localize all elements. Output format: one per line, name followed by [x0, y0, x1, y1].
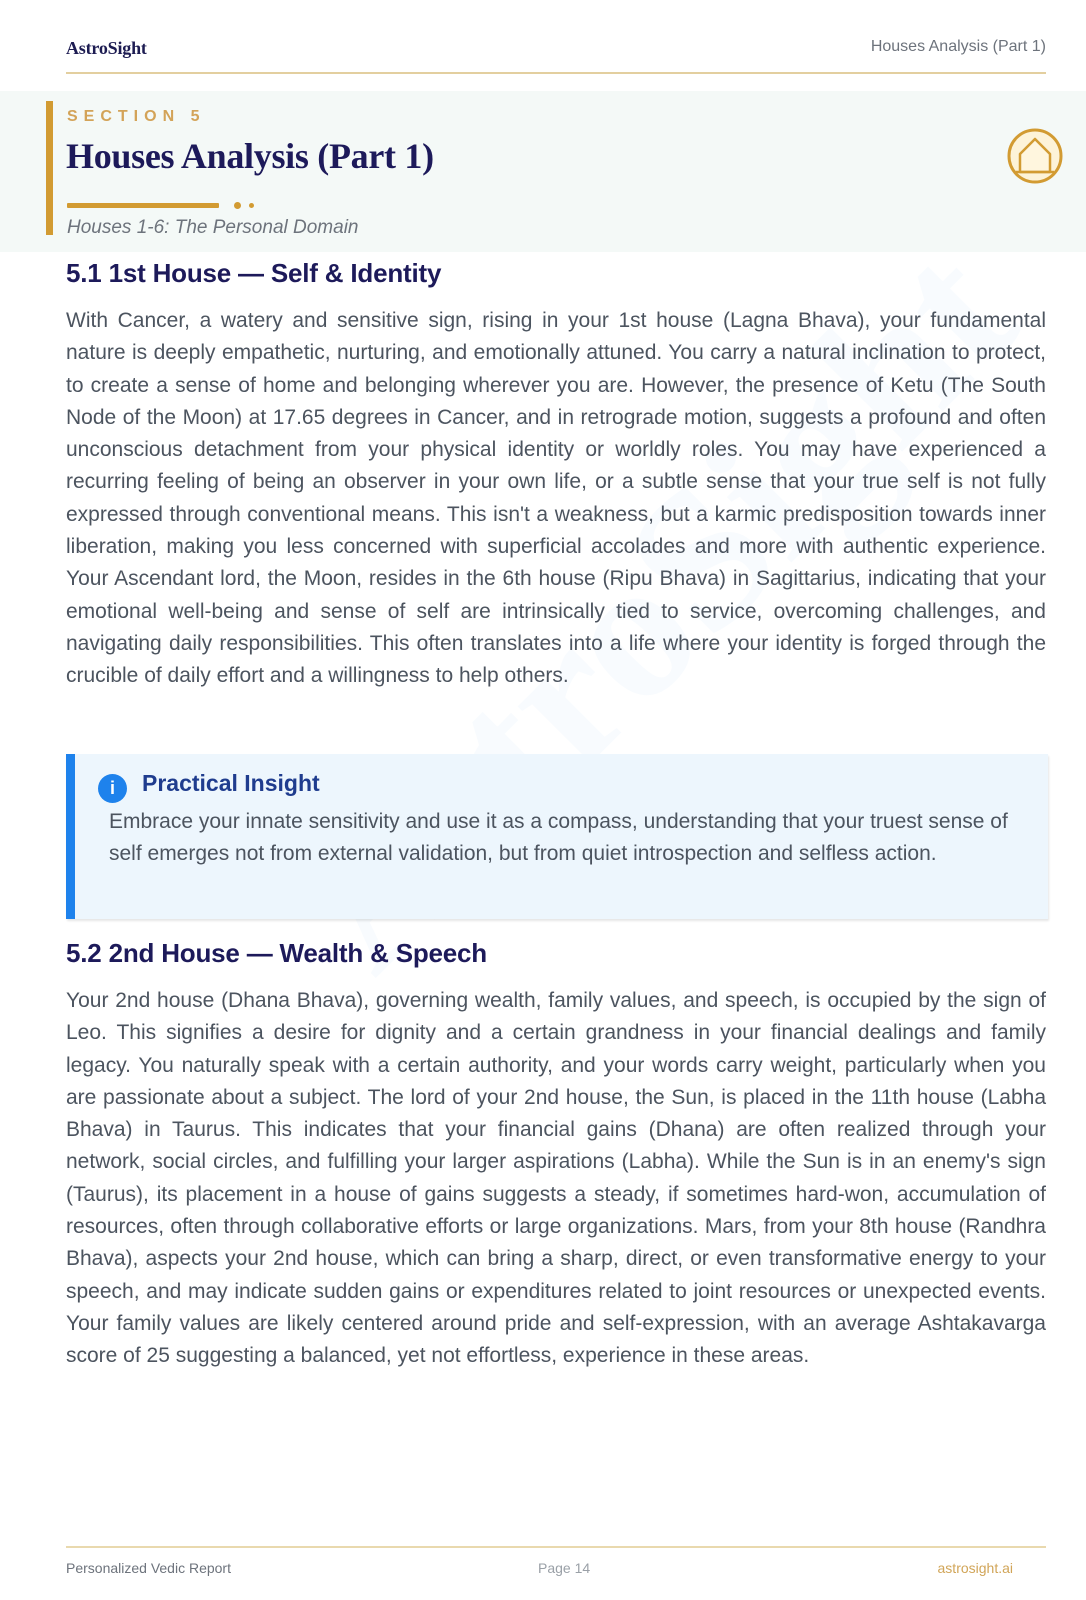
page-number: Page 14 [538, 1560, 591, 1576]
insight-title: Practical Insight [142, 770, 320, 796]
footer-site-link[interactable]: astrosight.ai [937, 1560, 1013, 1576]
page-footer [66, 1546, 1046, 1576]
section-label: SECTION 5 [67, 108, 206, 125]
section-heading-2nd-house: 5.2 2nd House — Wealth & Speech [66, 938, 487, 968]
hero-divider [67, 203, 219, 208]
section-body-2nd-house: Your 2nd house (Dhana Bhava), governing wealth, family values, and speech, is occupied by the sign of Leo. This signifies a desire for dignity and a certain grandness in your financial dealings and family legacy. You naturally speak with a certain authority, and your words carry weight, particularly when you are passionate about a subject. The lord of your 2nd house, the Sun, is placed in the 11th house (Labha Bhava) in Taurus. This indicates that your financial gains (Dhana) are often realized through your network, social circles, and fulfilling your larger aspirations (Labha). While the Sun is in an enemy's sign (Taurus), its placement in a house of gains suggests a steady, if sometimes hard-won, accumulation of resources, often through collaborative efforts or large organizations. Mars, from your 8th house (Randhra Bhava), aspects your 2nd house, which can bring a sharp, direct, or even transformative energy to your speech, and may indicate sudden gains or expenditures related to joint resources or unexpected events. Your family values are likely centered around pride and self-expression, with an average Ashtakavarga score of 25 suggesting a balanced, yet not effortless, experience in these areas. [66, 989, 1046, 1368]
running-title: Houses Analysis (Part 1) [870, 38, 1046, 55]
info-icon: i [98, 774, 127, 803]
section-body-1st-house: With Cancer, a watery and sensitive sign, rising in your 1st house (Lagna Bhava), your fundamental nature is deeply empathetic, nurturing, and emotionally attuned. You carry a natural inclination to protect, to create a sense of home and belonging wherever you are. However, the presence of Ketu (The South Node of the Moon) at 17.65 degrees in Cancer, and in retrograde motion, suggests a profound and often unconscious detachment from your physical identity or worldly roles. You may have experienced a recurring feeling of being an observer in your own life, or a subtle sense that your true self is not fully expressed through conventional means. This isn't a weakness, but a karmic predisposition towards inner liberation, making you less concerned with superficial accolades and more with authentic experience. Your Ascendant lord, the Moon, resides in the 6th house (Ripu Bhava) in Sagittarius, indicating that your emotional well-being and sense of self are intrinsically tied to service, overcoming challenges, and navigating daily responsibilities. This often translates into a life where your identity is forged through the crucible of daily effort and a willingness to help others. [66, 309, 1046, 688]
page-subtitle: Houses 1-6: The Personal Domain [67, 217, 359, 238]
house-icon [1006, 127, 1064, 185]
section-hero [0, 91, 1086, 252]
divider-dot [234, 202, 241, 209]
insight-body: Embrace your innate sensitivity and use it as a compass, understanding that your truest sense of self emerges not from external validation, but from quiet introspection and selfless action. [109, 810, 1008, 865]
divider-dot [249, 203, 254, 208]
brand-logo-text: AstroSight [66, 38, 147, 58]
practical-insight-callout [66, 754, 1048, 919]
page-title: Houses Analysis (Part 1) [66, 136, 434, 176]
hero-accent-bar [46, 101, 53, 235]
footer-report-name: Personalized Vedic Report [66, 1560, 231, 1576]
page-header [66, 38, 1046, 74]
section-heading-1st-house: 5.1 1st House — Self & Identity [66, 258, 442, 288]
